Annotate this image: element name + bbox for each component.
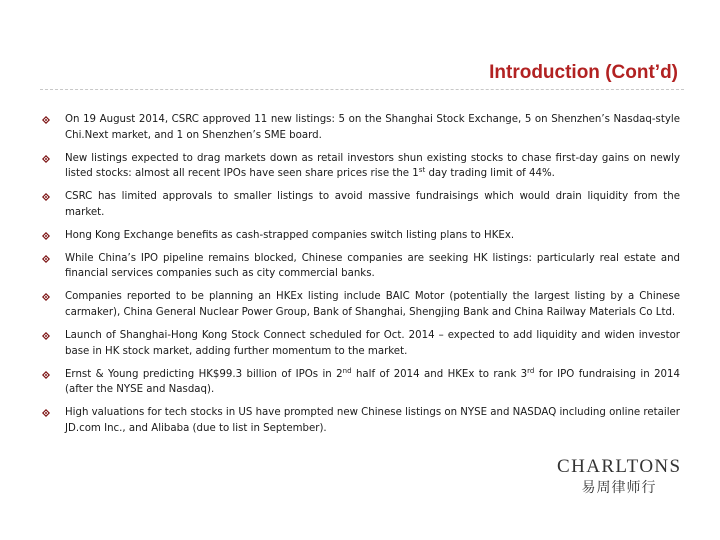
diamond-bullet-icon bbox=[42, 255, 50, 263]
diamond-bullet-icon bbox=[42, 332, 50, 340]
bullet-item bbox=[40, 405, 680, 436]
bullet-text: Ernst & Young predicting HK$99.3 billion of IPOs in 2nd half of 2014 and HKEx to rank 3rd for IPO fundraising in 2014 (after the NYSE and Nasdaq). bbox=[65, 366, 681, 396]
bullet-item bbox=[40, 367, 680, 398]
bullet-text: New listings expected to drag markets down as retail investors shun existing stocks to chase first-day gains on newly listed stocks: almost all recent IPOs have seen share prices rise the 1st day trading limit of 44%. bbox=[65, 152, 680, 180]
bullet-item bbox=[40, 328, 680, 359]
bullet-item bbox=[40, 251, 680, 282]
bullet-list bbox=[40, 112, 680, 444]
bullet-text: Launch of Shanghai-Hong Kong Stock Connect scheduled for Oct. 2014 – expected to add liquidity and widen investor base in HK stock market, adding further momentum to the market. bbox=[65, 330, 680, 357]
bullet-text: High valuations for tech stocks in US have prompted new Chinese listings on NYSE and NASDAQ including online retailer JD.com Inc., and Alibaba (due to list in September). bbox=[65, 407, 680, 434]
diamond-bullet-icon bbox=[42, 193, 50, 201]
diamond-bullet-icon bbox=[42, 409, 50, 417]
bullet-text: CSRC has limited approvals to smaller listings to avoid massive fundraisings which would drain liquidity from the market. bbox=[65, 191, 680, 218]
company-logo bbox=[557, 456, 681, 498]
slide-title: Introduction (Cont’d) bbox=[489, 62, 678, 83]
diamond-bullet-icon bbox=[42, 371, 50, 379]
diamond-bullet-icon bbox=[42, 116, 50, 124]
title-divider bbox=[40, 89, 684, 90]
diamond-bullet-icon bbox=[42, 293, 50, 301]
logo-chinese-name: 易周律师行 bbox=[581, 480, 657, 496]
logo-name: CHARLTONS bbox=[557, 456, 682, 477]
diamond-bullet-icon bbox=[42, 232, 50, 240]
bullet-item bbox=[40, 289, 680, 320]
bullet-text: While China’s IPO pipeline remains blocked, Chinese companies are seeking HK listings: particularly real estate and financial services companies such as city commercial banks. bbox=[65, 252, 680, 280]
bullet-item bbox=[40, 228, 680, 244]
bullet-text: Companies reported to be planning an HKEx listing include BAIC Motor (potentially the largest listing by a Chinese carmaker), China General Nuclear Power Group, Bank of Shanghai, Shengjing Bank and China Railway Materials Co Ltd. bbox=[65, 291, 680, 318]
bullet-item bbox=[40, 151, 680, 182]
bullet-item bbox=[40, 189, 680, 220]
bullet-text: On 19 August 2014, CSRC approved 11 new listings: 5 on the Shanghai Stock Exchange, 5 on Shenzhen’s Nasdaq-style Chi.Next market, and 1 on Shenzhen’s SME board. bbox=[65, 114, 680, 141]
bullet-text: Hong Kong Exchange benefits as cash-strapped companies switch listing plans to HKEx. bbox=[65, 229, 515, 241]
bullet-item bbox=[40, 112, 680, 143]
diamond-bullet-icon bbox=[42, 155, 50, 163]
